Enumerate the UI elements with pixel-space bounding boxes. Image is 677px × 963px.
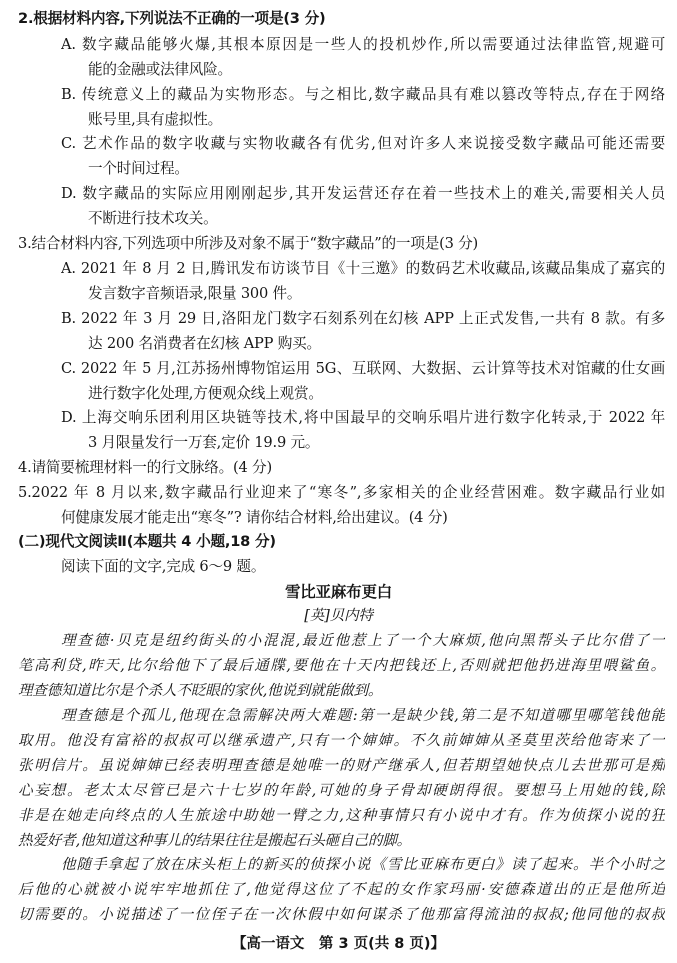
story-line: 非是在她走向终点的人生旅途中助她一臂之力,这种事情只有小说中才有。作为侦探小说的狂 xyxy=(18,807,665,824)
story-line: 切需要的。小说描述了一位侄子在一次休假中如何谋杀了他那富得流油的叔叔;他同他的叔叔 xyxy=(18,906,665,923)
question-3-stem: 3.结合材料内容,下列选项中所涉及对象不属于“数字藏品”的一项是(3 分) xyxy=(18,235,479,252)
story-line: 张明信片。虽说婶婶已经表明理查德是她唯一的财产继承人,但若期望她快点儿去世那可是痴 xyxy=(18,757,665,774)
story-line: 取用。他没有富裕的叔叔可以继承遗产,只有一个婶婶。不久前婶婶从圣莫里茨给他寄来了一 xyxy=(18,732,665,749)
q3-option-b-line1: B. 2022 年 3 月 29 日,洛阳龙门数字石刻系列在幻核 APP 上正式发售,一共有 8 款。有多 xyxy=(61,310,665,327)
q3-option-c-line1: C. 2022 年 5 月,江苏扬州博物馆运用 5G、互联网、大数据、云计算等技术对馆藏的仕女画 xyxy=(61,360,665,377)
page-footer: 【高一语文 第 3 页(共 8 页)】 xyxy=(231,936,446,952)
story-line: 他随手拿起了放在床头柜上的新买的侦探小说《雪比亚麻布更白》读了起来。半个小时之 xyxy=(61,856,665,873)
story-line: 心妄想。老太太尽管已是六十七岁的年龄,可她的身子骨却硬朗得很。要想马上用她的钱,除 xyxy=(18,782,665,799)
q2-option-d-line1: D. 数字藏品的实际应用刚刚起步,其开发运营还存在着一些技术上的难关,需要相关人员 xyxy=(61,185,665,202)
q2-option-b-line2: 账号里,具有虚拟性。 xyxy=(88,111,222,128)
q3-option-d-line2: 3 月限量发行一万套,定价 19.9 元。 xyxy=(88,434,320,451)
story-title: 雪比亚麻布更白 xyxy=(284,583,393,601)
story-line: 理查德知道比尔是个杀人不眨眼的家伙,他说到就能做到。 xyxy=(18,682,383,699)
reading-instruction: 阅读下面的文字,完成 6～9 题。 xyxy=(61,558,266,575)
q2-option-d-line2: 不断进行技术攻关。 xyxy=(88,210,218,227)
story-line: 热爱好者,他知道这种事儿的结果往往是搬起石头砸自己的脚。 xyxy=(18,832,412,849)
q2-option-c-line1: C. 艺术作品的数字收藏与实物收藏各有优劣,但对许多人来说接受数字藏品可能还需要 xyxy=(61,135,665,152)
story-line: 后他的心就被小说牢牢地抓住了,他觉得这位了不起的女作家玛丽·安德森道出的正是他所迫 xyxy=(18,881,665,898)
q2-option-a-line2: 能的金融或法律风险。 xyxy=(88,61,232,78)
section-heading: (二)现代文阅读Ⅱ(本题共 4 小题,18 分) xyxy=(18,533,276,550)
q3-option-c-line2: 进行数字化处理,方便观众线上观赏。 xyxy=(88,385,323,402)
story-author: [英]贝内特 xyxy=(304,607,373,624)
q3-option-a-line1: A. 2021 年 8 月 2 日,腾讯发布访谈节目《十三邀》的数码艺术收藏品,该藏品集成了嘉宾的 xyxy=(61,260,665,277)
q3-option-d-line1: D. 上海交响乐团利用区块链等技术,将中国最早的交响乐唱片进行数字化转录,于 2022 年 xyxy=(61,409,665,426)
q2-option-b-line1: B. 传统意义上的藏品为实物形态。与之相比,数字藏品具有难以篡改等特点,存在于网络 xyxy=(61,86,665,103)
question-5-line2: 何健康发展才能走出“寒冬”? 请你结合材料,给出建议。(4 分) xyxy=(61,509,448,526)
story-line: 笔高利贷,昨天,比尔给他下了最后通牒,要他在十天内把钱还上,否则就把他扔进海里喂鲨鱼。 xyxy=(18,657,665,674)
question-4: 4.请简要梳理材料一的行文脉络。(4 分) xyxy=(18,459,272,476)
q2-option-a-line1: A. 数字藏品能够火爆,其根本原因是一些人的投机炒作,所以需要通过法律监管,规避可 xyxy=(61,36,665,53)
question-2-stem: 2.根据材料内容,下列说法不正确的一项是(3 分) xyxy=(18,10,326,27)
q3-option-b-line2: 达 200 名消费者在幻核 APP 购买。 xyxy=(88,335,321,352)
story-line: 理查德是个孤儿,他现在急需解决两大难题:第一是缺少钱,第二是不知道哪里哪笔钱他能 xyxy=(61,707,665,724)
q2-option-c-line2: 一个时间过程。 xyxy=(88,160,189,177)
question-5-line1: 5.2022 年 8 月以来,数字藏品行业迎来了“寒冬”,多家相关的企业经营困难。数字藏品行业如 xyxy=(18,484,665,501)
story-line: 理查德·贝克是纽约街头的小混混,最近他惹上了一个大麻烦,他向黑帮头子比尔借了一 xyxy=(61,632,665,649)
q3-option-a-line2: 发言数字音频语录,限量 300 件。 xyxy=(88,285,302,302)
